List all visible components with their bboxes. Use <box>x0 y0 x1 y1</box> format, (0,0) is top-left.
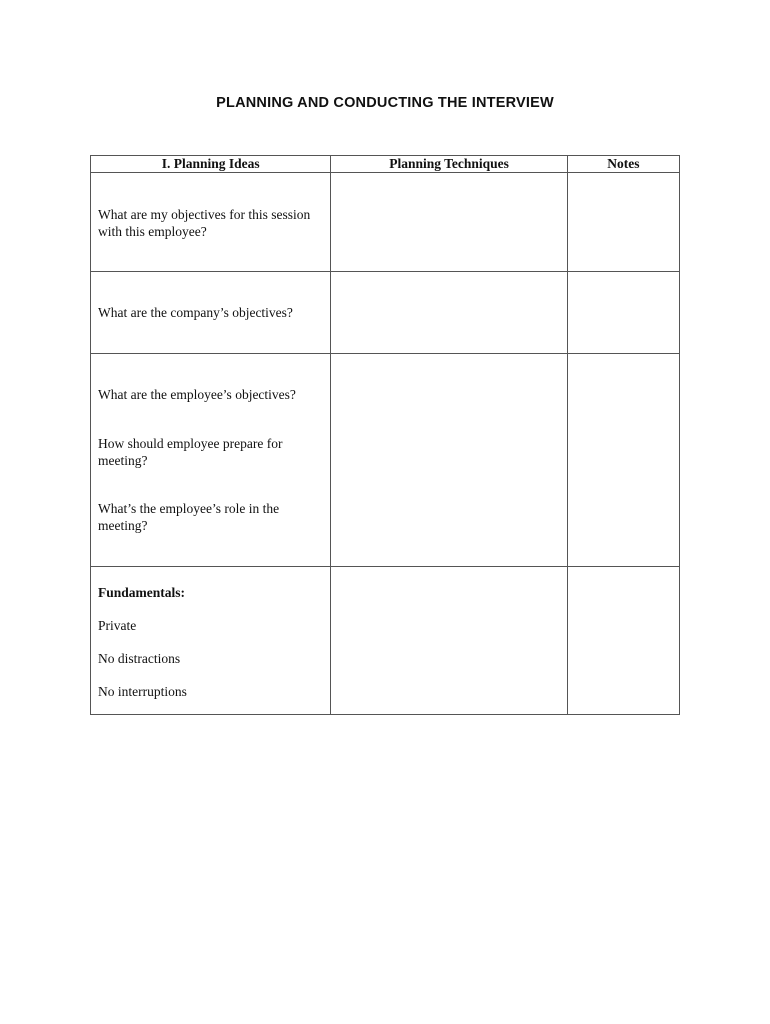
notes-cell[interactable] <box>567 173 679 272</box>
table-header-row <box>91 156 680 173</box>
question-text: What are my objectives for this session with this employee? <box>98 207 311 239</box>
fundamentals-item: No interruptions <box>98 684 187 699</box>
question-text: What are the company’s objectives? <box>98 305 293 320</box>
notes-cell[interactable] <box>567 354 679 567</box>
table-row <box>91 173 680 272</box>
fundamentals-item: Private <box>98 618 137 633</box>
fundamentals-item: No distractions <box>98 651 181 666</box>
ideas-cell <box>91 272 331 354</box>
table-row <box>91 567 680 715</box>
document-title: PLANNING AND CONDUCTING THE INTERVIEW <box>216 95 554 111</box>
techniques-cell[interactable] <box>331 272 567 354</box>
table-row <box>91 354 680 567</box>
techniques-cell[interactable] <box>331 173 567 272</box>
header-notes: Notes <box>567 156 679 173</box>
question-text: What’s the employee’s role in the meeting? <box>98 501 280 533</box>
table-row <box>91 272 680 354</box>
header-planning-ideas: I. Planning Ideas <box>91 156 331 173</box>
ideas-cell <box>91 567 331 715</box>
ideas-cell <box>91 354 331 567</box>
techniques-cell[interactable] <box>331 354 567 567</box>
fundamentals-heading: Fundamentals: <box>98 585 186 600</box>
planning-table <box>90 155 680 715</box>
techniques-cell[interactable] <box>331 567 567 715</box>
header-planning-techniques: Planning Techniques <box>331 156 567 173</box>
question-text: What are the employee’s objectives? <box>98 387 296 402</box>
notes-cell[interactable] <box>567 567 679 715</box>
question-text: How should employee prepare for meeting? <box>98 436 283 468</box>
notes-cell[interactable] <box>567 272 679 354</box>
ideas-cell <box>91 173 331 272</box>
